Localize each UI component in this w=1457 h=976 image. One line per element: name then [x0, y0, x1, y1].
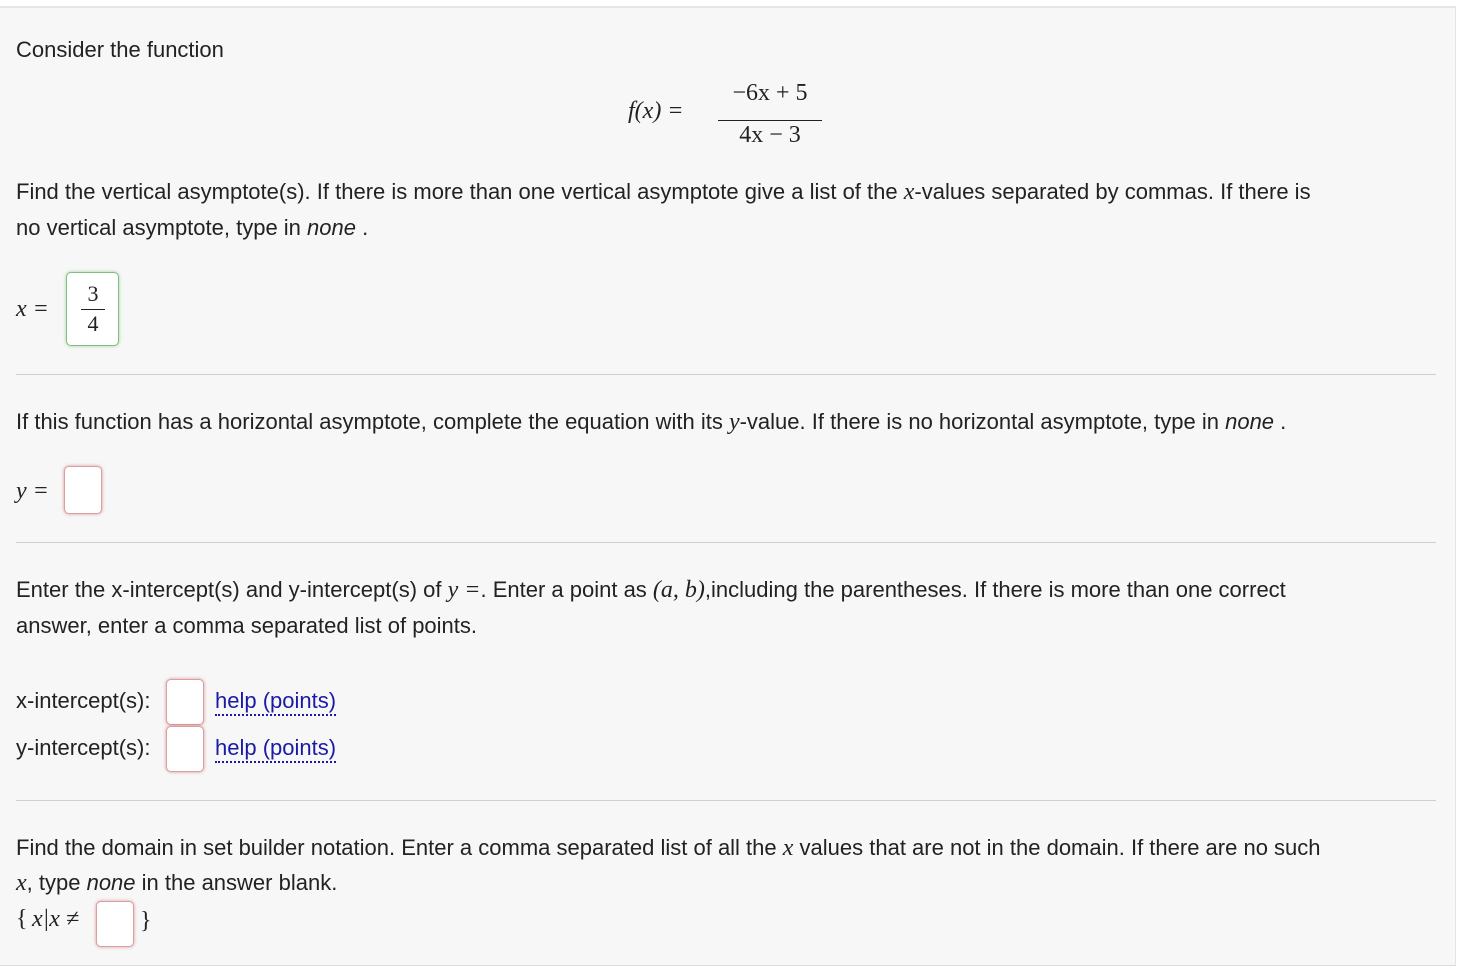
domain-set-notation	[16, 906, 79, 933]
x-intercept-help-link[interactable]: help (points)	[215, 688, 336, 716]
fraction-bar	[718, 120, 822, 121]
set-close-brace: }	[140, 908, 152, 934]
function-fraction	[718, 80, 822, 150]
q3-text-line1: Enter the x-intercept(s) and y-intercept(s) of y =. Enter a point as (a, b),including the parentheses. If there is more than one correct	[16, 577, 1286, 603]
answer-fraction	[81, 281, 105, 337]
function-lhs: f(x) =	[628, 98, 684, 124]
set-open-brace: {	[16, 906, 28, 932]
q2-text: If this function has a horizontal asymptote, complete the equation with its y-value. If there is no horizontal asymptote, type in none .	[16, 409, 1287, 435]
set-expression: x|x ≠	[31, 906, 80, 932]
function-denominator: 4x − 3	[739, 122, 801, 148]
q2-label: y =	[16, 478, 49, 504]
q4-text-line1: Find the domain in set builder notation. Enter a comma separated list of all the x values that are not in the domain. If there are no such	[16, 835, 1321, 861]
q1-text-line2: no vertical asymptote, type in none .	[16, 215, 369, 240]
y-intercept-help-link[interactable]: help (points)	[215, 735, 336, 763]
vertical-asymptote-input[interactable]	[66, 272, 119, 346]
answer-denominator: 4	[87, 311, 99, 336]
domain-exclusion-input[interactable]	[96, 901, 134, 947]
y-intercept-input[interactable]	[166, 726, 204, 772]
function-numerator: −6x + 5	[732, 80, 808, 106]
divider-2	[16, 542, 1436, 543]
x-intercept-input[interactable]	[166, 679, 204, 725]
problem-panel	[0, 6, 1456, 966]
y-intercept-label: y-intercept(s):	[16, 735, 151, 760]
x-intercept-label: x-intercept(s):	[16, 688, 151, 713]
q1-text-line1: Find the vertical asymptote(s). If there is more than one vertical asymptote give a list of the x-values separated by commas. If there is	[16, 179, 1311, 205]
divider-3	[16, 800, 1436, 801]
q3-text-line2: answer, enter a comma separated list of points.	[16, 613, 478, 638]
intro-text: Consider the function	[16, 37, 224, 62]
divider-1	[16, 374, 1436, 375]
q4-text-line2: x, type none in the answer blank.	[16, 870, 338, 896]
q1-label: x =	[16, 296, 49, 322]
answer-fraction-bar	[81, 309, 105, 310]
horizontal-asymptote-input[interactable]	[64, 466, 102, 514]
answer-numerator: 3	[87, 281, 99, 306]
